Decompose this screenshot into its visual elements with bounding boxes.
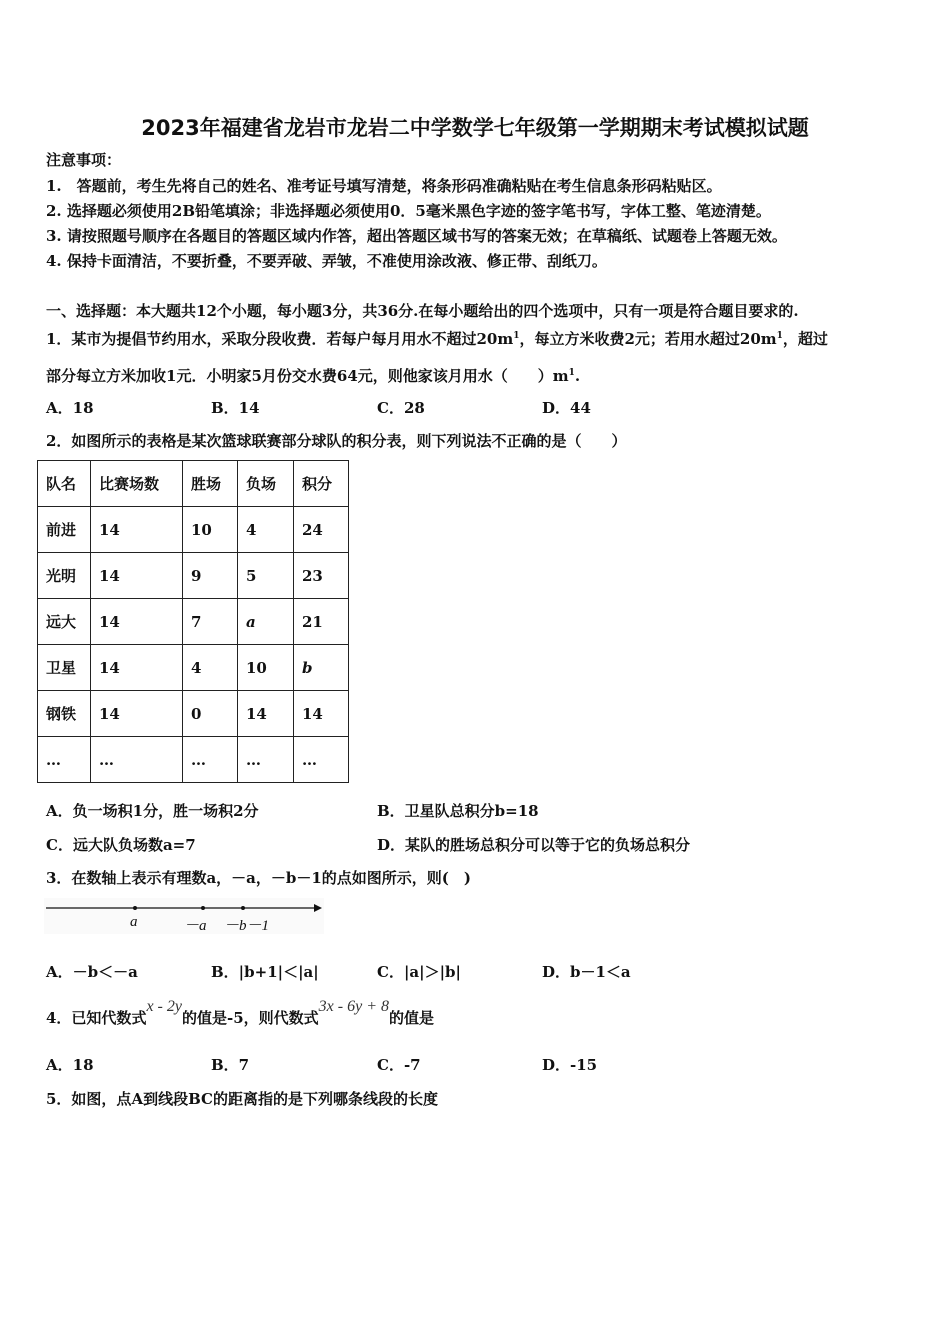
q3-option-a: A．－b＜－a [46,963,138,981]
cell: … [38,737,91,783]
q3-option-d: D．b－1＜a [542,963,631,981]
header-cell: 胜场 [183,461,238,507]
superscript: 1 [776,331,783,341]
header-cell: 比赛场数 [91,461,183,507]
point-label: －a [184,918,207,934]
table-row [38,737,349,783]
cell: 14 [91,691,183,737]
cell: 卫星 [38,645,91,691]
cell: 5 [238,553,294,599]
q2-option-b: B．卫星队总积分b=18 [377,802,539,820]
cell: 远大 [38,599,91,645]
q2-option-a: A．负一场积1分，胜一场积2分 [46,802,259,820]
cell: 10 [238,645,294,691]
q1-option-c: C．28 [377,399,425,417]
cell: 21 [294,599,349,645]
cell: 14 [238,691,294,737]
notice-item: 2. 选择题必须使用2B铅笔填涂；非选择题必须使用0．5毫米黑色字迹的签字笔书写，字体工整、笔迹清楚。 [46,202,771,220]
q1-line2 [46,363,580,386]
q1-option-b: B．14 [211,399,260,417]
expression: x - 2y [146,998,182,1015]
q4-option-b: B．7 [211,1056,250,1074]
text: . [574,367,581,385]
notice-item: 4. 保持卡面清洁，不要折叠，不要弄破、弄皱，不准使用涂改液、修正带、刮纸刀。 [46,252,607,270]
cell: … [183,737,238,783]
q1-line1 [46,326,828,349]
point-label: －b－1 [224,918,270,934]
point-label: a [130,914,138,930]
q3-option-b: B．|b+1|＜|a| [211,963,319,981]
cell: 14 [91,645,183,691]
table-row [38,599,349,645]
header-cell: 积分 [294,461,349,507]
cell: b [294,645,349,691]
q1-option-a: A．18 [46,399,94,417]
score-table [37,460,349,783]
q3-option-c: C．|a|＞|b| [377,963,461,981]
header-cell: 队名 [38,461,91,507]
notice-item: 3. 请按照题号顺序在各题目的答题区域内作答，超出答题区域书写的答案无效；在草稿纸、试题卷上答题无效。 [46,227,787,245]
table-row [38,645,349,691]
number-line-figure [44,898,324,934]
cell: 23 [294,553,349,599]
cell: 4 [183,645,238,691]
cell: 钢铁 [38,691,91,737]
cell: … [91,737,183,783]
cell: … [294,737,349,783]
q3-stem: 3．在数轴上表示有理数a，－a，－b－1的点如图所示，则( ) [46,869,471,887]
cell: 14 [294,691,349,737]
q4-stem [46,998,434,1029]
text: 1．某市为提倡节约用水，采取分段收费．若每户每月用水不超过20m [46,330,514,348]
q2-option-c: C．远大队负场数a=7 [46,836,196,854]
table-header-row [38,461,349,507]
header-cell: 负场 [238,461,294,507]
cell: 14 [91,507,183,553]
superscript: 1 [513,331,520,341]
q2-option-d: D．某队的胜场总积分可以等于它的负场总积分 [377,836,691,854]
cell: 0 [183,691,238,737]
q4-option-c: C．-7 [377,1056,421,1074]
q1-option-d: D．44 [542,399,591,417]
cell: 7 [183,599,238,645]
table-row [38,691,349,737]
cell: 14 [91,599,183,645]
text: ，每立方米收费2元；若用水超过20m [519,330,777,348]
cell: 10 [183,507,238,553]
q2-stem: 2．如图所示的表格是某次篮球联赛部分球队的积分表，则下列说法不正确的是（ ） [46,432,627,450]
text: 的值是-5，则代数式 [181,1009,319,1027]
cell: 4 [238,507,294,553]
table-row [38,507,349,553]
expression: 3x - 6y + 8 [318,998,389,1015]
section-heading: 一、选择题：本大题共12个小题，每小题3分，共36分.在每小题给出的四个选项中，只有一项是符合题目要求的. [46,302,799,320]
text: 的值是 [388,1009,434,1027]
table-row [38,553,349,599]
cell: 14 [91,553,183,599]
cell: 前进 [38,507,91,553]
text: 4．已知代数式 [46,1009,147,1027]
notice-item: 1. 答题前，考生先将自己的姓名、准考证号填写清楚，将条形码准确粘贴在考生信息条形码粘贴区。 [46,177,722,195]
cell: … [238,737,294,783]
cell: a [238,599,294,645]
q4-option-d: D．-15 [542,1056,598,1074]
text: ，超过 [782,330,828,348]
cell: 24 [294,507,349,553]
q4-option-a: A．18 [46,1056,94,1074]
page-title: 2023年福建省龙岩市龙岩二中学数学七年级第一学期期末考试模拟试题 [141,116,809,140]
notice-heading: 注意事项： [46,151,122,169]
text: 部分每立方米加收1元．小明家5月份交水费64元，则他家该月用水（ ）m [46,367,569,385]
cell: 光明 [38,553,91,599]
cell: 9 [183,553,238,599]
superscript: 1 [568,368,575,378]
q5-stem: 5．如图，点A到线段BC的距离指的是下列哪条线段的长度 [46,1090,438,1108]
